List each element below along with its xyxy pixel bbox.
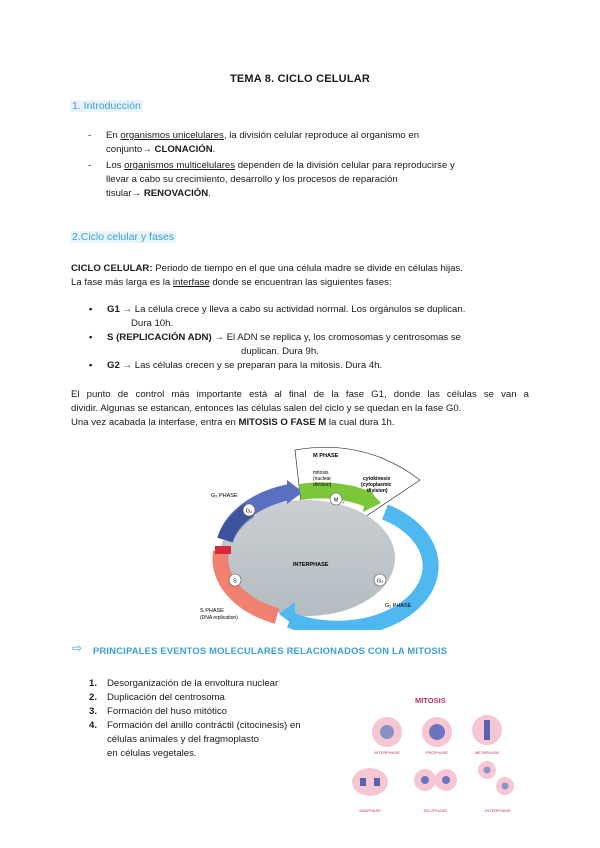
cell-telophase bbox=[414, 769, 457, 791]
phase-s: • S (REPLICACIÓN ADN) → El ADN se replica y, los cromosomas y centrosomas se duplican. Dura 9h. bbox=[89, 332, 461, 357]
cell-interphase-1 bbox=[372, 717, 402, 747]
mitosis-figure-title: MITOSIS bbox=[415, 696, 446, 705]
mitosis-figure bbox=[345, 690, 530, 820]
list-item: 1. Desorganización de la envoltura nuclear bbox=[89, 678, 279, 689]
arrow-bullet-icon: ⇨ bbox=[72, 641, 83, 655]
svg-text:mitosis: mitosis bbox=[313, 470, 329, 476]
phase-g1: • G1 → La célula crece y lleva a cabo su actividad normal. Los orgánulos se duplican. Dura 10h. bbox=[89, 304, 466, 329]
g2-phase-label: G₂ PHASE bbox=[211, 493, 238, 499]
mitosis-events-heading: PRINCIPALES EVENTOS MOLECULARES RELACIONADOS CON LA MITOSIS bbox=[93, 645, 448, 656]
cell-cycle-diagram bbox=[195, 440, 455, 630]
g1-small-label: G₁ bbox=[376, 578, 384, 585]
checkpoint-paragraph: El punto de control más importante está al final de la fase G1, donde las células se van a dividir. Algunas se estancan, entonces las células salen del ciclo y se quedan en la fase G0. Una vez acabada la interfase, entra en MITOSIS O FASE M la cual dura 1h. bbox=[71, 389, 529, 428]
svg-text:cytokinesis: cytokinesis bbox=[363, 476, 391, 482]
interphase-label: INTERPHASE bbox=[293, 562, 329, 568]
cell-prophase bbox=[422, 717, 452, 747]
svg-text:(DNA replication): (DNA replication) bbox=[200, 615, 238, 621]
svg-text:division): division) bbox=[367, 488, 388, 494]
g1-phase-label: G₁ PHASE bbox=[385, 603, 412, 609]
section1-heading: 1. Introducción bbox=[72, 100, 141, 112]
cell-anaphase bbox=[352, 768, 388, 796]
list-item: 3. Formación del huso mitótico bbox=[89, 706, 227, 717]
g2-small-label: G₂ bbox=[245, 508, 253, 515]
s-phase-label: S PHASE bbox=[200, 608, 224, 614]
phase-g2: • G2 → Las células crecen y se preparan para la mitosis. Dura 4h. bbox=[89, 360, 383, 371]
intro-item-1: - En organismos unicelulares, la división celular reproduce al organismo en conjunto→ CLONACIÓN. bbox=[88, 130, 420, 155]
list-item: 4. Formación del anillo contráctil (citocinesis) en bbox=[89, 720, 301, 731]
svg-text:(nuclear: (nuclear bbox=[313, 476, 332, 482]
svg-text:division): division) bbox=[313, 482, 332, 488]
ciclo-celular-definition: CICLO CELULAR: Periodo de tiempo en el que una célula madre se divide en células hijas. La fase más larga es la interfase donde se encuentran las siguientes fases: bbox=[71, 263, 463, 288]
cell-label: INTERPHASE bbox=[374, 750, 400, 755]
section2-heading: 2.Ciclo celular y fases bbox=[72, 231, 175, 243]
m-small-label: M bbox=[333, 497, 339, 504]
cell-label: METAPHASE bbox=[474, 750, 500, 755]
cell-label: ANAPHASE bbox=[359, 808, 381, 813]
page-title: TEMA 8. CICLO CELULAR bbox=[229, 73, 371, 85]
cell-interphase-2 bbox=[478, 761, 514, 795]
cell-label: PROPHASE bbox=[425, 750, 449, 755]
s-small-label: S bbox=[233, 578, 237, 585]
svg-text:(cytoplasmic: (cytoplasmic bbox=[361, 482, 392, 488]
cell-metaphase bbox=[472, 715, 502, 745]
intro-item-2: - Los organismos multicelulares dependen de la división celular para reproducirse y llevar a cabo su crecimiento, desarrollo y los procesos de reparación tisular→ RENOVACIÓN. bbox=[88, 160, 455, 199]
list-item: 2. Duplicación del centrosoma bbox=[89, 692, 225, 703]
m-phase-label: M PHASE bbox=[313, 453, 339, 459]
cell-label: INTERPHASE bbox=[485, 808, 511, 813]
mitosis-events-list: 1. Desorganización de la envoltura nuclear 2. Duplicación del centrosoma 3. Formación del huso mitótico 4. Formación del anillo contráctil (citocinesis) en células animales y del fragmoplasto en células vegetales. bbox=[89, 677, 349, 761]
cell-label: TELOPHASE bbox=[422, 808, 447, 813]
